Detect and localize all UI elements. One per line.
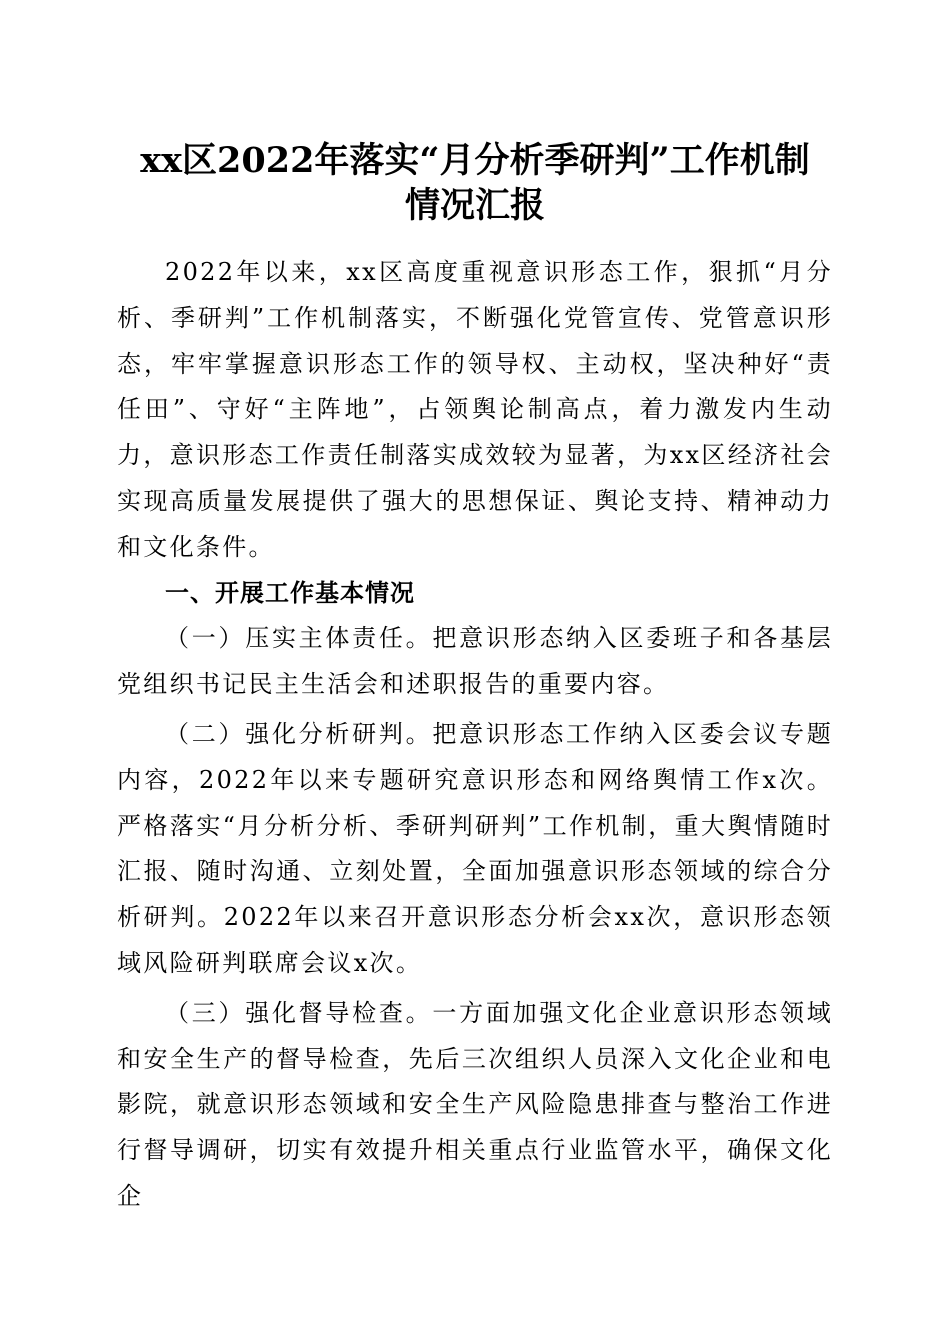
intro-paragraph: 2022年以来，xx区高度重视意识形态工作，狠抓“月分析、季研判”工作机制落实，不断强化党管宣传、党管意识形态，牢牢掌握意识形态工作的领导权、主动权，坚决种好“责任田”、守好“主阵地”，占领舆论制高点，着力激发内生动力，意识形态工作责任制落实成效较为显著，为xx区经济社会实现高质量发展提供了强大的思想保证、舆论支持、精神动力和文化条件。 [117, 258, 833, 561]
item-lead-2: （二）强化分析研判。 [165, 719, 433, 748]
item-lead-3: （三）强化督导检查。 [165, 998, 433, 1027]
document-title-line1: xx区2022年落实“月分析季研判”工作机制 [140, 140, 810, 181]
item-text-3: 一方面加强文化企业意识形态领域和安全生产的督导检查，先后三次组织人员深入文化企业和电影院，就意识形态领域和安全生产风险隐患排查与整治工作进行督导调研，切实有效提升相关重点行业监管水平，确保文化企 [117, 998, 833, 1210]
item-lead-1: （一）压实主体责任。 [165, 624, 433, 653]
item-paragraph-2 [117, 712, 833, 987]
item-paragraph-3 [117, 991, 833, 1220]
item-text-2: 把意识形态工作纳入区委会议专题内容，2022年以来专题研究意识形态和网络舆情工作x次。严格落实“月分析分析、季研判研判”工作机制，重大舆情随时汇报、随时沟通、立刻处置，全面加强意识形态领域的综合分析研判。2022年以来召开意识形态分析会xx次，意识形态领域风险研判联席会议x次。 [117, 719, 833, 977]
item-paragraph-1 [117, 616, 833, 708]
item-text-1: 把意识形态纳入区委班子和各基层党组织书记民主生活会和述职报告的重要内容。 [117, 624, 833, 699]
document-title-line2: 情况汇报 [404, 185, 545, 226]
section-heading: 一、开展工作基本情况 [165, 578, 415, 607]
document-body [117, 250, 833, 1220]
